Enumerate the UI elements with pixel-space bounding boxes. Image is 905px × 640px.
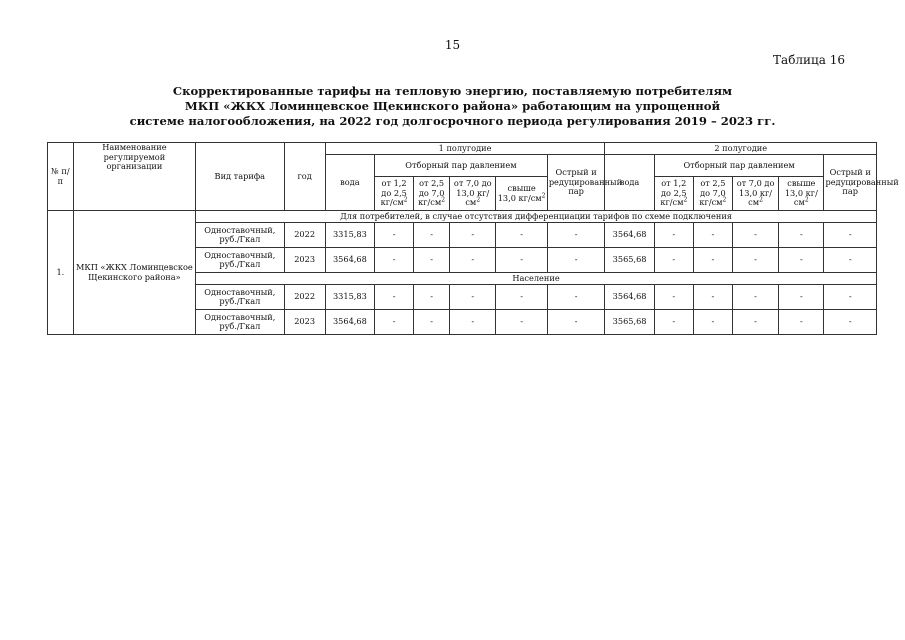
- steam-tariff-half1: -: [450, 310, 496, 335]
- steam-tariff-half1: -: [375, 285, 414, 310]
- steam-tariff-half2: -: [824, 248, 877, 273]
- steam-tariff-half1: -: [414, 223, 450, 248]
- organization-name: МКП «ЖКХ Ломинцевское Щекинского района»: [73, 211, 195, 335]
- steam-tariff-half1: -: [414, 248, 450, 273]
- header-pressure-range: от 1,2 до 2,5 $кг/см^2$: [654, 177, 693, 211]
- steam-tariff-half2: -: [654, 248, 693, 273]
- page-number: 15: [444, 38, 461, 52]
- header-pressure-range: свыше 13,0 $кг/см^2$: [496, 177, 547, 211]
- tariff-year: 2022: [284, 223, 325, 248]
- document-title: [0, 84, 905, 129]
- header-steam-1: Отборный пар давлением: [375, 155, 548, 177]
- steam-tariff-half1: -: [547, 223, 605, 248]
- water-tariff-half2: 3565,68: [605, 310, 654, 335]
- steam-tariff-half2: -: [693, 223, 732, 248]
- header-pressure-range: от 7,0 до 13,0 $кг/см^2$: [450, 177, 496, 211]
- steam-tariff-half1: -: [496, 248, 547, 273]
- header-sharp-steam-2: Острый и редуцированный пар: [824, 155, 877, 211]
- tariff-type: Одноставочный, руб./Гкал: [196, 248, 284, 273]
- water-tariff-half2: 3565,68: [605, 248, 654, 273]
- steam-tariff-half1: -: [496, 285, 547, 310]
- header-year: год: [284, 143, 325, 211]
- steam-tariff-half2: -: [824, 310, 877, 335]
- header-pressure-range: от 1,2 до 2,5 $кг/см^2$: [375, 177, 414, 211]
- section-title: Для потребителей, в случае отсутствия дифференциации тарифов по схеме подключения: [196, 211, 877, 223]
- steam-tariff-half2: -: [693, 248, 732, 273]
- header-sharp-steam-1: Острый и редуцированный пар: [547, 155, 605, 211]
- water-tariff-half1: 3564,68: [325, 248, 374, 273]
- steam-tariff-half2: -: [779, 285, 824, 310]
- steam-tariff-half2: -: [732, 248, 778, 273]
- header-steam-2: Отборный пар давлением: [654, 155, 824, 177]
- header-half1: 1 полугодие: [325, 143, 605, 155]
- steam-tariff-half2: -: [654, 223, 693, 248]
- steam-tariff-half2: -: [654, 285, 693, 310]
- steam-tariff-half2: -: [779, 310, 824, 335]
- water-tariff-half2: 3564,68: [605, 285, 654, 310]
- steam-tariff-half2: -: [654, 310, 693, 335]
- header-pressure-range: от 2,5 до 7,0 $кг/см^2$: [693, 177, 732, 211]
- steam-tariff-half1: -: [547, 285, 605, 310]
- tariff-type: Одноставочный, руб./Гкал: [196, 310, 284, 335]
- water-tariff-half1: 3315,83: [325, 223, 374, 248]
- steam-tariff-half1: -: [450, 285, 496, 310]
- table-label: Таблица 16: [773, 53, 845, 67]
- header-org: Наименование регулируемой организации: [73, 143, 195, 211]
- header-num: № п/п: [48, 143, 74, 211]
- steam-tariff-half1: -: [547, 310, 605, 335]
- steam-tariff-half1: -: [496, 223, 547, 248]
- title-line: МКП «ЖКХ Ломинцевское Щекинского района» работающим на упрощенной: [184, 99, 721, 113]
- row-number: 1.: [48, 211, 74, 335]
- title-line: системе налогообложения, на 2022 год долгосрочного периода регулирования 2019 – 2023 гг.: [129, 114, 776, 128]
- steam-tariff-half2: -: [779, 248, 824, 273]
- steam-tariff-half2: -: [693, 310, 732, 335]
- section-title: Население: [196, 273, 877, 285]
- tariff-year: 2023: [284, 310, 325, 335]
- steam-tariff-half2: -: [732, 310, 778, 335]
- header-water-2: вода: [605, 155, 654, 211]
- tariff-table: [47, 142, 899, 335]
- tariff-year: 2022: [284, 285, 325, 310]
- water-tariff-half1: 3564,68: [325, 310, 374, 335]
- header-water-1: вода: [325, 155, 374, 211]
- steam-tariff-half2: -: [732, 223, 778, 248]
- water-tariff-half1: 3315,83: [325, 285, 374, 310]
- tariff-year: 2023: [284, 248, 325, 273]
- header-half2: 2 полугодие: [605, 143, 877, 155]
- steam-tariff-half2: -: [693, 285, 732, 310]
- steam-tariff-half1: -: [450, 223, 496, 248]
- steam-tariff-half2: -: [824, 285, 877, 310]
- steam-tariff-half1: -: [414, 285, 450, 310]
- water-tariff-half2: 3564,68: [605, 223, 654, 248]
- tariff-type: Одноставочный, руб./Гкал: [196, 285, 284, 310]
- header-pressure-range: свыше 13,0 $кг/см^2$: [779, 177, 824, 211]
- steam-tariff-half2: -: [779, 223, 824, 248]
- steam-tariff-half2: -: [732, 285, 778, 310]
- section-row: [48, 211, 877, 223]
- header-tariff-type: Вид тарифа: [196, 143, 284, 211]
- steam-tariff-half2: -: [824, 223, 877, 248]
- tariff-type: Одноставочный, руб./Гкал: [196, 223, 284, 248]
- steam-tariff-half1: -: [375, 310, 414, 335]
- steam-tariff-half1: -: [375, 223, 414, 248]
- steam-tariff-half1: -: [496, 310, 547, 335]
- header-pressure-range: от 7,0 до 13,0 $кг/см^2$: [732, 177, 778, 211]
- steam-tariff-half1: -: [414, 310, 450, 335]
- header-pressure-range: от 2,5 до 7,0 $кг/см^2$: [414, 177, 450, 211]
- title-line: Скорректированные тарифы на тепловую энергию, поставляемую потребителям: [172, 84, 733, 98]
- steam-tariff-half1: -: [547, 248, 605, 273]
- steam-tariff-half1: -: [375, 248, 414, 273]
- steam-tariff-half1: -: [450, 248, 496, 273]
